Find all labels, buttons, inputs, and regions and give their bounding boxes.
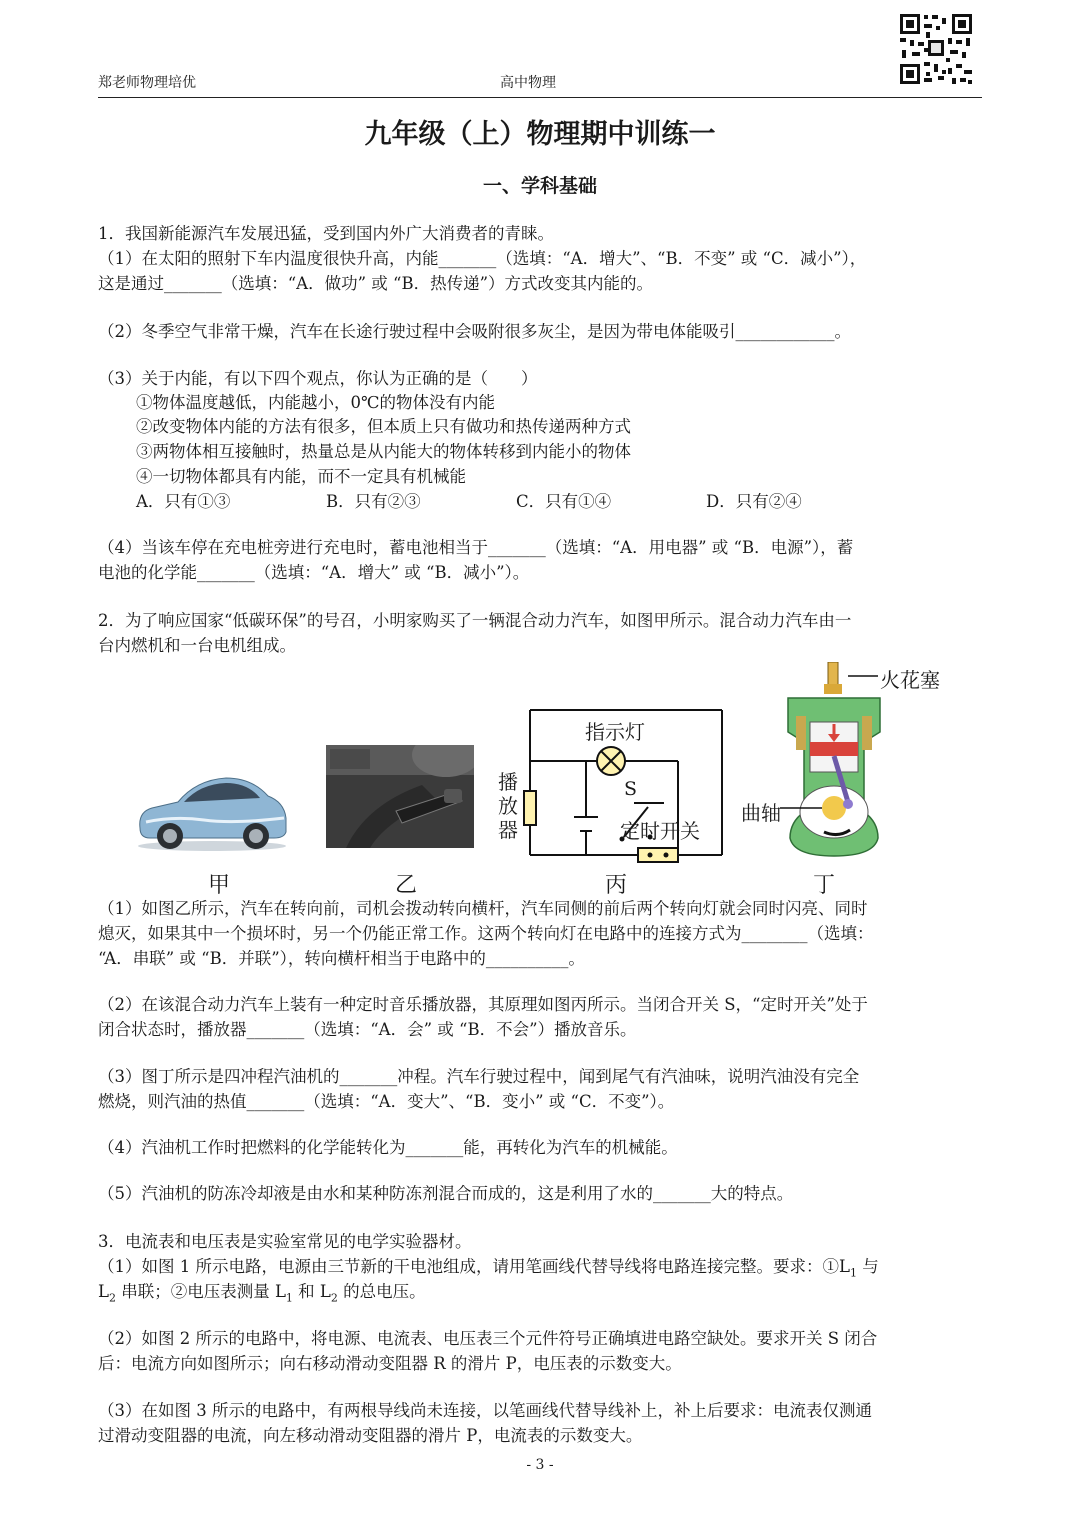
q2-part4: （4）汽油机工作时把燃料的化学能转化为_______能，再转化为汽车的机械能。 <box>98 1138 678 1157</box>
figure-caption-yi: 乙 <box>395 873 418 898</box>
header-center: 高中物理 <box>500 75 556 91</box>
q2-part1-line2: 熄灭，如果其中一个损坏时，另一个仍能正常工作。这两个转向灯在电路中的连接方式为________（选填： <box>98 924 874 943</box>
q1-part4-line1: （4）当该车停在充电桩旁进行充电时，蓄电池相当于_______（选填：“A．用电器” 或 “B．电源”），蓄 <box>98 538 854 557</box>
q3-part1-text: L <box>98 1282 109 1301</box>
q3-part2-line2: 后：电流方向如图所示；向右移动滑动变阻器 R 的滑片 P，电压表的示数变大。 <box>98 1354 682 1373</box>
q1-part1-line1: （1）在太阳的照射下车内温度很快升高，内能_______（选填：“A．增大”、“B．不变” 或 “C．减小”）， <box>98 249 867 268</box>
q3-part3-line2: 过滑动变阻器的电流，向左移动滑动变阻器的滑片 P，电流表的示数变大。 <box>98 1426 643 1445</box>
q1-part4-line2: 电池的化学能_______（选填：“A．增大” 或 “B．减小”）。 <box>98 563 530 582</box>
indicator-light-label: 指示灯 <box>585 716 645 745</box>
section-title: 一、学科基础 <box>482 175 597 197</box>
q3-part1-text-end: 与 <box>856 1257 879 1276</box>
crankshaft-label: 曲轴 <box>741 801 781 825</box>
gasoline-engine-diagram <box>778 662 890 858</box>
player-label <box>498 770 518 842</box>
q1-option-b: B．只有②③ <box>326 492 421 511</box>
figure-caption-jia: 甲 <box>208 873 231 898</box>
page-title: 九年级（上）物理期中训练一 <box>364 119 716 150</box>
player-label-char: 器 <box>498 818 518 842</box>
subscript: 1 <box>849 1266 857 1280</box>
q3-part1-text: 串联；②电压表测量 L <box>115 1282 286 1301</box>
q1-view: ①物体温度越低，内能越小，0℃的物体没有内能 <box>136 393 495 412</box>
q2-stem-line2: 台内燃机和一台电机组成。 <box>98 636 296 655</box>
q2-part2-line2: 闭合状态时，播放器_______（选填：“A．会” 或 “B．不会”）播放音乐。 <box>98 1020 637 1039</box>
player-label-char: 放 <box>498 794 518 818</box>
switch-s-label: S <box>624 778 638 800</box>
q1-view: ③两物体相互接触时，热量总是从内能大的物体转移到内能小的物体 <box>136 442 631 461</box>
q1-option-d: D．只有②④ <box>706 492 802 511</box>
q2-part2-line1: （2）在该混合动力汽车上装有一种定时音乐播放器，其原理如图丙所示。当闭合开关 S，“定时开关”处于 <box>98 995 868 1014</box>
q3-part1-line2 <box>98 1280 982 1310</box>
player-label-char: 播 <box>498 770 518 794</box>
q1-option-c: C．只有①④ <box>516 492 612 511</box>
timer-switch-label: 定时开关 <box>620 819 700 843</box>
subscript: 1 <box>285 1291 293 1305</box>
q3-stem: 3．电流表和电压表是实验室常见的电学实验器材。 <box>98 1232 472 1251</box>
q2-stem-line1: 2．为了响应国家“低碳环保”的号召，小明家购买了一辆混合动力汽车，如图甲所示。混合动力汽车由一 <box>98 611 852 630</box>
q3-part1-text: （1）如图 1 所示电路，电源由三节新的干电池组成，请用笔画线代替导线将电路连接完整。要求：①L <box>98 1257 850 1276</box>
figure-caption-ding: 丁 <box>813 873 836 898</box>
subscript: 2 <box>330 1291 338 1305</box>
q3-part2-line1: （2）如图 2 所示的电路中，将电源、电流表、电压表三个元件符号正确填进电路空缺处。要求开关 S 闭合 <box>98 1329 878 1348</box>
q1-part3: （3）关于内能，有以下四个观点，你认为正确的是（ ） <box>98 369 538 388</box>
page-number: - 3 - <box>526 1457 554 1473</box>
spark-plug-label: 火花塞 <box>880 668 940 692</box>
figure-caption-bing: 丙 <box>605 873 628 898</box>
q1-stem: 1．我国新能源汽车发展迅猛，受到国内外广大消费者的青睐。 <box>98 224 554 243</box>
q1-view: ④一切物体都具有内能，而不一定具有机械能 <box>136 467 466 486</box>
qr-code-icon <box>898 12 974 86</box>
q1-view: ②改变物体内能的方法有很多，但本质上只有做功和热传递两种方式 <box>136 417 631 436</box>
q2-part1-line1: （1）如图乙所示，汽车在转向前，司机会拨动转向横杆，汽车同侧的前后两个转向灯就会同时闪亮、同时 <box>98 899 868 918</box>
q1-option-a: A．只有①③ <box>136 492 231 511</box>
q2-part1-line3: “A．串联” 或 “B．并联”），转向横杆相当于电路中的__________。 <box>98 949 585 968</box>
q3-part1-text: 的总电压。 <box>337 1282 426 1301</box>
q1-part2: （2）冬季空气非常干燥，汽车在长途行驶过程中会吸附很多灰尘，是因为带电体能吸引____________。 <box>98 322 851 341</box>
header-divider <box>98 97 982 98</box>
q2-part3-line2: 燃烧，则汽油的热值_______（选填：“A．变大”、“B．变小” 或 “C．不变”）。 <box>98 1092 675 1111</box>
header-left: 郑老师物理培优 <box>98 75 196 91</box>
turn-signal-stalk-image <box>326 745 474 848</box>
q3-part1-text: 和 L <box>292 1282 331 1301</box>
q3-part3-line1: （3）在如图 3 所示的电路中，有两根导线尚未连接，以笔画线代替导线补上，补上后要求：电流表仅测通 <box>98 1401 872 1420</box>
q2-part5: （5）汽油机的防冻冷却液是由水和某种防冻剂混合而成的，这是利用了水的_______大的特点。 <box>98 1184 794 1203</box>
subscript: 2 <box>108 1291 116 1305</box>
q1-part1-line2: 这是通过_______（选填：“A．做功” 或 “B．热传递”）方式改变其内能的。 <box>98 274 654 293</box>
hybrid-car-image <box>134 762 290 854</box>
q2-part3-line1: （3）图丁所示是四冲程汽油机的_______冲程。汽车行驶过程中，闻到尾气有汽油味，说明汽油没有完全 <box>98 1067 860 1086</box>
